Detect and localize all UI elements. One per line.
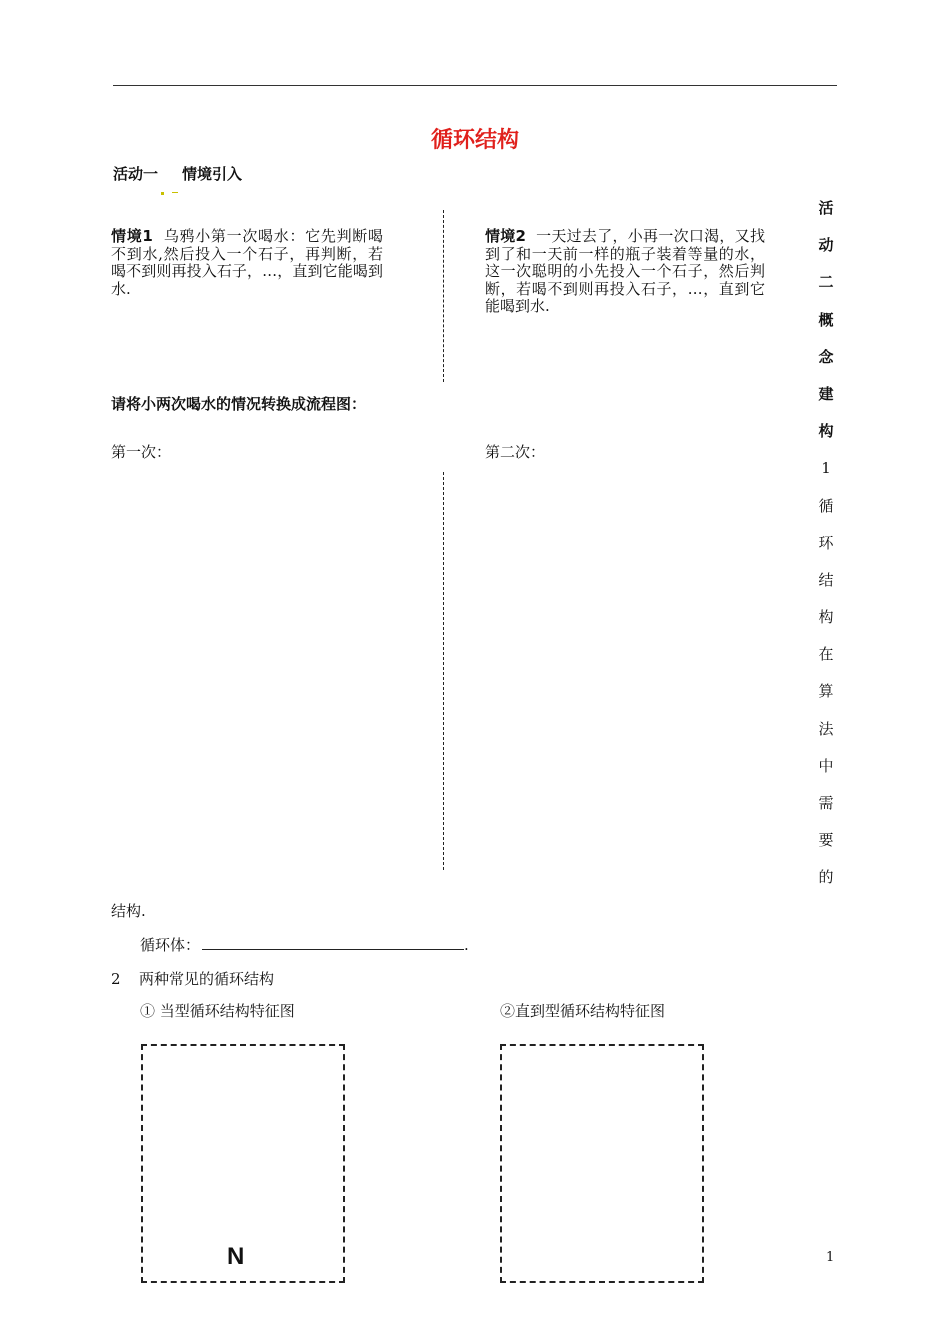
page-number: 1	[826, 1250, 835, 1265]
vertical-char: 要	[818, 831, 834, 850]
until-loop-caption: ②直到型循环结构特征图	[500, 1002, 666, 1020]
vertical-char: 的	[818, 868, 834, 887]
vertical-char: 动	[818, 236, 834, 255]
page-title: 循环结构	[430, 128, 519, 153]
scenario-two-text: 一天过去了，小再一次口渴，又找到了和一天前一样的瓶子装着等量的水，这一次聪明的小先投入一个石子，然后判断，若喝不到则再投入石子，…，直到它能喝到水.	[485, 227, 765, 315]
scenario-one-text: 乌鸦小第一次喝水：它先判断喝不到水,然后投入一个石子，再判断，若喝不到则再投入石子，…，直到它能喝到水.	[111, 227, 383, 298]
vertical-char: 环	[818, 533, 834, 552]
vertical-char: 1	[821, 459, 831, 478]
loop-body-line	[140, 934, 469, 955]
vertical-char: 构	[818, 422, 834, 441]
activity-one-label: 活动一	[113, 165, 159, 183]
first-time-label: 第一次：	[111, 443, 172, 461]
scenario-two	[485, 228, 765, 316]
box-n-label: N	[227, 1243, 245, 1270]
section-two-text: 两种常见的循环结构	[139, 970, 275, 988]
activity-one-name: 情境引入	[182, 165, 243, 183]
convert-prompt: 请将小两次喝水的情况转换成流程图：	[111, 395, 367, 413]
vertical-char: 在	[818, 645, 834, 664]
vertical-char: 活	[818, 199, 834, 217]
vertical-char: 中	[818, 756, 834, 775]
section-two-number: 2	[111, 970, 121, 988]
vertical-char: 二	[818, 273, 834, 292]
vertical-char: 建	[818, 384, 834, 403]
while-loop-caption: ① 当型循环结构特征图	[140, 1002, 295, 1020]
loop-body-end: .	[464, 936, 469, 954]
divider-dashed-top	[443, 210, 444, 382]
scenario-two-label: 情境2	[485, 227, 526, 245]
structure-end-text: 结构.	[111, 902, 146, 920]
loop-body-label: 循环体：	[140, 936, 201, 954]
vertical-char: 构	[818, 608, 834, 627]
vertical-char: 算	[818, 682, 834, 701]
loop-body-blank[interactable]	[202, 935, 464, 950]
divider-dashed-bottom	[443, 472, 444, 870]
section-two-heading	[111, 968, 274, 989]
scenario-one	[111, 228, 383, 298]
vertical-char: 法	[818, 719, 834, 738]
header-rule	[113, 85, 837, 86]
second-time-label: 第二次：	[485, 443, 546, 461]
until-loop-diagram-box	[500, 1044, 704, 1283]
vertical-char: 念	[818, 347, 834, 366]
vertical-char: 循	[818, 496, 834, 515]
activity-two-vertical-text	[812, 190, 840, 897]
vertical-char: 概	[818, 310, 834, 329]
vertical-char: 结	[818, 570, 834, 589]
scenario-one-label: 情境1	[111, 227, 153, 245]
activity-one-heading	[113, 163, 242, 184]
vertical-char: 需	[818, 794, 834, 812]
